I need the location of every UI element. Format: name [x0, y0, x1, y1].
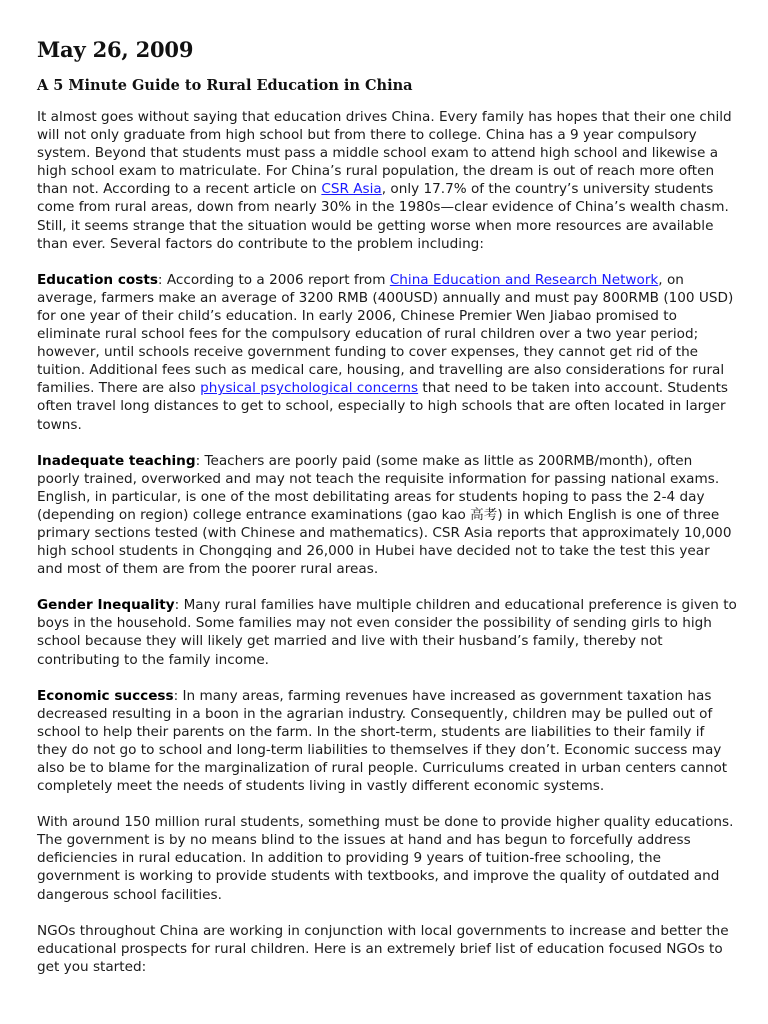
post-date: May 26, 2009 — [37, 37, 194, 62]
gender-text: : Many rural families have multiple children and educational preference is given to boys in the household. Some families may not even consider the possibility of sending girls to high school because they will likely get married and live with their husband’s family, thereby not contributing to the family income. — [37, 597, 737, 668]
intro-text-1: It almost goes without saying that education drives China. Every family has hopes that their one child will not only graduate from high school but from there to college. China has a 9 year compulsory system. Beyond that students must pass a middle school exam to attend high school and likewise a high school exam to matriculate. For China’s rural population, the dream is out of reach more often than not. According to a recent article on — [37, 109, 732, 198]
conclusion-paragraph: With around 150 million rural students, something must be done to provide higher quality educations. The government is by no means blind to the issues at hand and has begun to forcefully address deficiencies in rural education. In addition to providing 9 years of tuition-free schooling, the government is working to provide students with textbooks, and improve the quality of outdated and dangerous school facilities. — [37, 814, 734, 903]
physical-psychological-concerns-link[interactable]: physical psychological concerns — [200, 380, 419, 397]
post-title: A 5 Minute Guide to Rural Education in China — [37, 77, 413, 94]
education-costs-paragraph — [37, 271, 738, 434]
economic-success-paragraph — [37, 687, 738, 796]
gender-inequality-paragraph — [37, 596, 738, 668]
intro-text-2: , only 17.7% of the country’s university students come from rural areas, down from nearly 30% in the 1980s—clear evidence of China’s wealth chasm. Still, it seems strange that the situation would be getting worse when more resources are available than ever. Several factors do contribute to the problem including: — [37, 181, 729, 252]
ngos-paragraph: NGOs throughout China are working in conjunction with local governments to increase and better the educational prospects for rural children. Here is an extremely brief list of education focused NGOs to get you started: — [37, 922, 729, 975]
costs-text-3: that need to be taken into account. Students often travel long distances to get to school, especially to high schools that are often located in larger towns. — [37, 380, 728, 433]
china-education-network-link[interactable]: China Education and Research Network — [389, 271, 659, 288]
inadequate-teaching-heading: Inadequate teaching — [37, 452, 196, 469]
inadequate-teaching-paragraph — [37, 452, 738, 579]
economic-text: : In many areas, farming revenues have increased as government taxation has decreased resulting in a boon in the agrarian industry. Consequently, children may be pulled out of school to help their parents on the farm. In the short-term, students are liabilities to their family if they do not go to school and long-term liabilities to themselves if they don’t. Economic success may also be to blame for the marginalization of rural people. Curriculums created in urban centers cannot completely meet the needs of students living in vastly different economic systems. — [37, 687, 728, 795]
gender-inequality-heading: Gender Inequality — [37, 597, 175, 614]
education-costs-heading: Education costs — [37, 271, 158, 288]
costs-text-2: , on average, farmers make an average of 3200 RMB (400USD) annually and must pay 800RMB (100 USD) for one year of their child’s education. In early 2006, Chinese Premier Wen Jiabao promised to eliminate rural school fees for the compulsory education of rural children over a two year period; however, until schools receive government funding to cover expenses, they cannot get rid of the tuition. Additional fees such as medical care, housing, and travelling are also considerations for rural families. There are also — [37, 271, 734, 397]
teaching-text: : Teachers are poorly paid (some make as little as 200RMB/month), often poorly trained, overworked and may not teach the requisite information for passing national exams. English, in particular, is one of the most debilitating areas for students hoping to pass the 2-4 day (depending on region) college entrance examinations (gao kao 高考) in which English is one of three primary sections tested (with Chinese and mathematics). CSR Asia reports that approximately 10,000 high school students in Chongqing and 26,000 in Hubei have decided not to take the test this year and most of them are from the poorer rural areas. — [37, 452, 732, 578]
costs-text-1: : According to a 2006 report from — [157, 271, 390, 288]
csr-asia-link[interactable]: CSR Asia — [321, 181, 382, 198]
economic-success-heading: Economic success — [37, 687, 174, 704]
intro-paragraph — [37, 108, 738, 253]
